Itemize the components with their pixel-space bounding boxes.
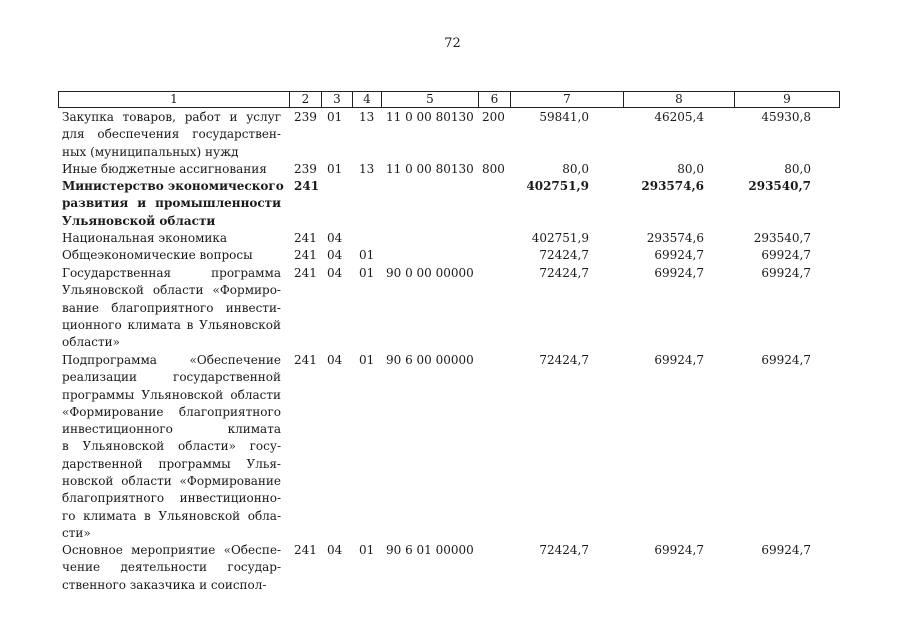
cell-c2: 239 xyxy=(294,162,317,176)
cell-c9: 69924,7 xyxy=(761,266,811,280)
row-name xyxy=(62,109,281,161)
cell-c7: 72424,7 xyxy=(539,353,589,367)
row-name-line: Основное мероприятие «Обеспе- xyxy=(62,543,281,557)
cell-c6: 200 xyxy=(482,110,505,124)
row-name-line: Государственная программа xyxy=(62,266,281,280)
cell-c8: 69924,7 xyxy=(654,543,704,557)
cell-c2: 241 xyxy=(294,543,317,557)
row-name-line: Закупка товаров, работ и услуг xyxy=(62,110,281,124)
row-name-line: чение деятельности государ- xyxy=(62,560,281,575)
row-name-line: в Ульяновской области» госу- xyxy=(62,439,281,454)
row-name xyxy=(62,161,281,178)
row-name-line: дарственной программы Улья- xyxy=(62,456,281,471)
cell-c5: 90 0 00 00000 xyxy=(386,266,474,280)
row-name xyxy=(62,265,281,351)
row-name-line: для обеспечения государствен- xyxy=(62,127,281,142)
cell-c2: 241 xyxy=(294,231,317,245)
cell-c7: 80,0 xyxy=(562,162,589,176)
cell-c9: 69924,7 xyxy=(761,248,811,262)
cell-c2: 241 xyxy=(294,179,320,193)
cell-c7: 72424,7 xyxy=(539,543,589,557)
cell-c5: 90 6 00 00000 xyxy=(386,353,474,367)
row-name-line: ных (муниципальных) нужд xyxy=(62,144,239,159)
cell-c7: 402751,9 xyxy=(531,231,589,245)
cell-c2: 241 xyxy=(294,266,317,280)
row-name-line: го климата в Ульяновской обла- xyxy=(62,508,281,523)
row-name-line: Иные бюджетные ассигнования xyxy=(62,162,267,176)
cell-c9: 45930,8 xyxy=(761,110,811,124)
cell-c8: 46205,4 xyxy=(654,110,704,124)
header-col-9: 9 xyxy=(734,92,839,107)
cell-c4: 01 xyxy=(359,266,375,280)
cell-c4: 01 xyxy=(359,543,375,557)
row-name-line: программы Ульяновской области xyxy=(62,387,281,402)
header-col-1: 1 xyxy=(170,92,178,106)
row-name-line: Общеэкономические вопросы xyxy=(62,248,253,262)
cell-c3: 04 xyxy=(327,543,343,557)
header-col-3: 3 xyxy=(321,92,352,107)
row-name-line: новской области «Формирование xyxy=(62,474,281,489)
header-col-4: 4 xyxy=(352,92,381,107)
row-name-line: Министерство экономического xyxy=(62,179,284,193)
cell-c3: 01 xyxy=(327,110,343,124)
cell-c8: 293574,6 xyxy=(641,179,704,193)
cell-c4: 13 xyxy=(359,162,375,176)
cell-c4: 13 xyxy=(359,110,375,124)
cell-c3: 01 xyxy=(327,162,343,176)
cell-c8: 80,0 xyxy=(677,162,704,176)
cell-c8: 69924,7 xyxy=(654,353,704,367)
cell-c7: 402751,9 xyxy=(526,179,589,193)
cell-c5: 11 0 00 80130 xyxy=(386,162,474,176)
cell-c8: 69924,7 xyxy=(654,266,704,280)
cell-c9: 80,0 xyxy=(784,162,811,176)
row-name-line: Подпрограмма «Обеспечение xyxy=(62,353,281,367)
row-name xyxy=(62,230,281,247)
row-name-line: Ульяновской области «Формиро- xyxy=(62,283,281,298)
table-header-row xyxy=(58,91,840,108)
cell-c9: 293540,7 xyxy=(748,179,811,193)
cell-c4: 01 xyxy=(359,353,375,367)
row-name-line: области» xyxy=(62,335,120,350)
cell-c9: 69924,7 xyxy=(761,353,811,367)
row-name-line: «Формирование благоприятного xyxy=(62,404,281,419)
row-name-line: благоприятного инвестиционно- xyxy=(62,491,281,506)
row-name xyxy=(62,352,281,542)
header-col-8: 8 xyxy=(623,92,734,107)
row-name-line: Ульяновской области xyxy=(62,213,216,228)
row-name xyxy=(62,247,281,264)
row-name-line: вание благоприятного инвести- xyxy=(62,300,281,315)
header-col-5: 5 xyxy=(381,92,478,107)
cell-c9: 293540,7 xyxy=(753,231,811,245)
header-col-2: 2 xyxy=(289,92,321,107)
cell-c6: 800 xyxy=(482,162,505,176)
cell-c7: 72424,7 xyxy=(539,266,589,280)
cell-c2: 241 xyxy=(294,248,317,262)
cell-c3: 04 xyxy=(327,266,343,280)
cell-c2: 241 xyxy=(294,353,317,367)
cell-c7: 59841,0 xyxy=(539,110,589,124)
row-name-line: развития и промышленности xyxy=(62,196,281,211)
row-name-line: реализации государственной xyxy=(62,370,281,385)
page-number: 72 xyxy=(444,36,461,51)
cell-c3: 04 xyxy=(327,231,343,245)
cell-c8: 69924,7 xyxy=(654,248,704,262)
cell-c4: 01 xyxy=(359,248,375,262)
cell-c9: 69924,7 xyxy=(761,543,811,557)
cell-c5: 11 0 00 80130 xyxy=(386,110,474,124)
row-name-line: ционного климата в Ульяновской xyxy=(62,317,281,332)
cell-c7: 72424,7 xyxy=(539,248,589,262)
row-name-line: Национальная экономика xyxy=(62,231,228,245)
cell-c3: 04 xyxy=(327,248,343,262)
cell-c2: 239 xyxy=(294,110,317,124)
header-col-6: 6 xyxy=(478,92,510,107)
header-col-7: 7 xyxy=(510,92,623,107)
row-name-line: инвестиционного климата xyxy=(62,422,281,437)
row-name xyxy=(62,178,284,230)
cell-c5: 90 6 01 00000 xyxy=(386,543,474,557)
cell-c3: 04 xyxy=(327,353,343,367)
row-name-line: сти» xyxy=(62,525,91,540)
row-name xyxy=(62,542,281,594)
cell-c8: 293574,6 xyxy=(646,231,704,245)
row-name-line: ственного заказчика и соиспол- xyxy=(62,577,267,592)
